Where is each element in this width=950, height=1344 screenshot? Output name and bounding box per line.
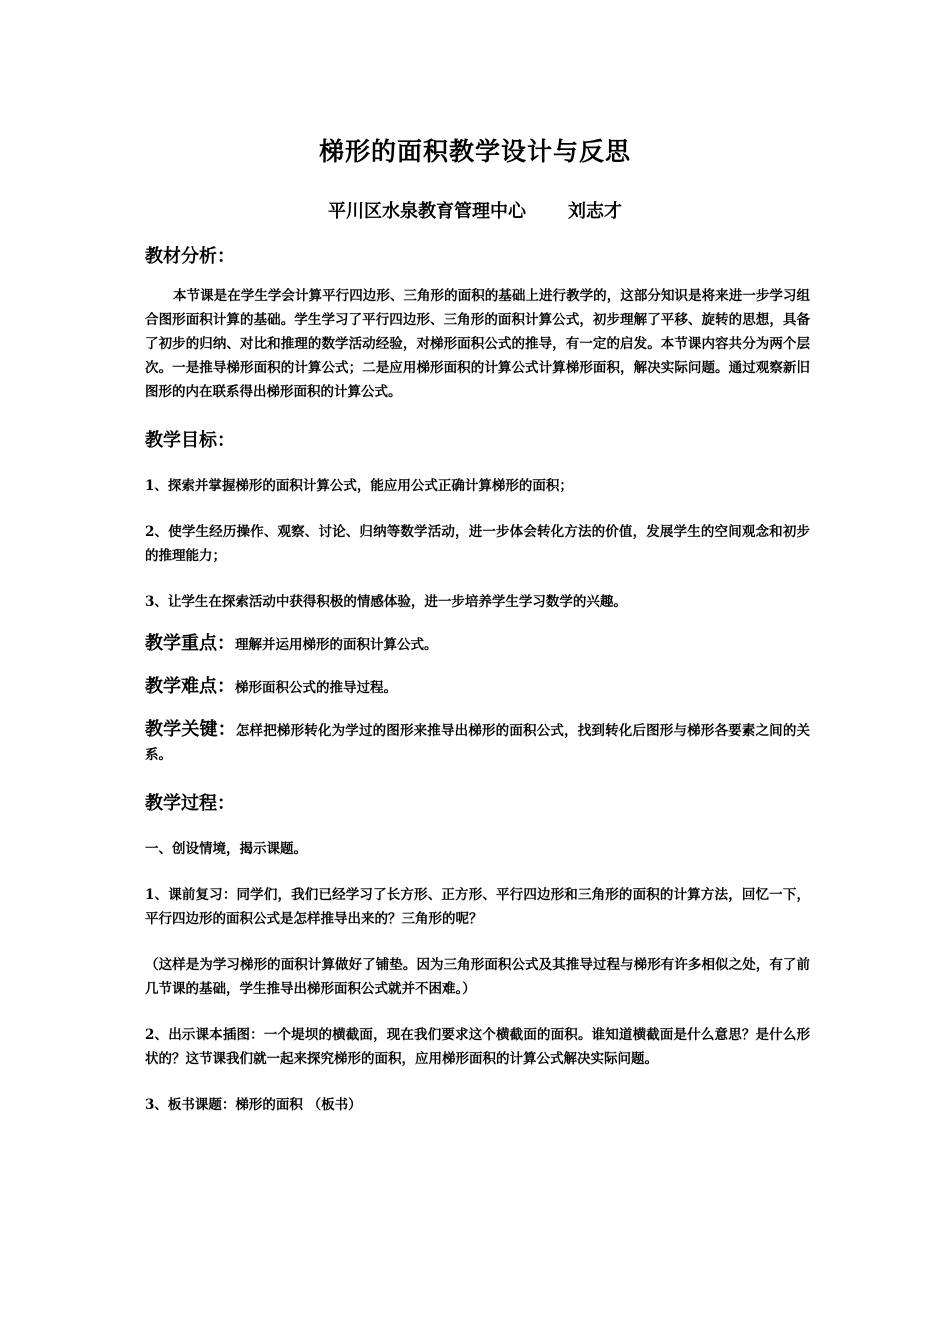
goal-item-3: 3、让学生在探索活动中获得积极的情感体验，进一步培养学生学习数学的兴趣。 bbox=[145, 594, 627, 610]
key-line bbox=[145, 718, 810, 767]
analysis-heading: 教材分析： bbox=[145, 246, 235, 267]
document-body bbox=[145, 242, 810, 1117]
goal-item-2: 2、使学生经历操作、观察、讨论、归纳等数学活动，进一步体会转化方法的价值，发展学生的空间观念和初步的推理能力； bbox=[145, 524, 810, 564]
author-name: 刘志才 bbox=[568, 201, 622, 222]
process-note: （这样是为学习梯形的面积计算做好了铺垫。因为三角形面积公式及其推导过程与梯形有许多相似之处，有了前几节课的基础，学生推导出梯形面积公式就并不困难。） bbox=[145, 957, 810, 997]
goal-item-1: 1、探索并掌握梯形的面积计算公式，能应用公式正确计算梯形的面积； bbox=[145, 478, 573, 494]
process-step-1: 1、课前复习：同学们，我们已经学习了长方形、正方形、平行四边形和三角形的面积的计算方法，回忆一下，平行四边形的面积公式是怎样推导出来的？三角形的呢？ bbox=[145, 887, 810, 927]
goals-heading: 教学目标： bbox=[145, 430, 235, 451]
key-text: 怎样把梯形转化为学过的图形来推导出梯形的面积公式，找到转化后图形与梯形各要素之间的关系。 bbox=[145, 723, 811, 763]
difficulty-line bbox=[145, 675, 810, 700]
process-step-2: 2、出示课本插图：一个堤坝的横截面，现在我们要求这个横截面的面积。谁知道横截面是什么意思？是什么形状的？这节课我们就一起来探究梯形的面积，应用梯形面积的计算公式解决实际问题。 bbox=[145, 1027, 810, 1067]
difficulty-text: 梯形面积公式的推导过程。 bbox=[235, 680, 397, 696]
process-part-1: 一、创设情境，揭示课题。 bbox=[145, 841, 307, 857]
key-point-label: 教学重点： bbox=[145, 633, 235, 654]
process-heading: 教学过程： bbox=[145, 793, 235, 814]
process-step-3: 3、板书课题：梯形的面积 （板书） bbox=[145, 1097, 362, 1113]
key-point-text: 理解并运用梯形的面积计算公式。 bbox=[235, 637, 438, 653]
analysis-paragraph: 本节课是在学生学会计算平行四边形、三角形的面积的基础上进行教学的，这部分知识是将来进一步学习组合图形面积计算的基础。学生学习了平行四边形、三角形的面积计算公式，初步理解了平移、旋转的思想，具备了初步的归纳、对比和推理的数学活动经验，对梯形面积公式的推导，有一定的启发。本节课内容共分为两个层次。一是推导梯形面积的计算公式；二是应用梯形面积的计算公式计算梯形面积，解决实际问题。通过观察新旧图形的内在联系得出梯形面积的计算公式。 bbox=[145, 288, 810, 400]
difficulty-label: 教学难点： bbox=[145, 676, 235, 697]
key-point-line bbox=[145, 632, 810, 657]
key-label: 教学关键： bbox=[145, 719, 236, 740]
document-title: 梯形的面积教学设计与反思 bbox=[318, 137, 631, 166]
author-organization: 平川区水泉教育管理中心 bbox=[328, 201, 526, 222]
author-line bbox=[0, 197, 950, 223]
